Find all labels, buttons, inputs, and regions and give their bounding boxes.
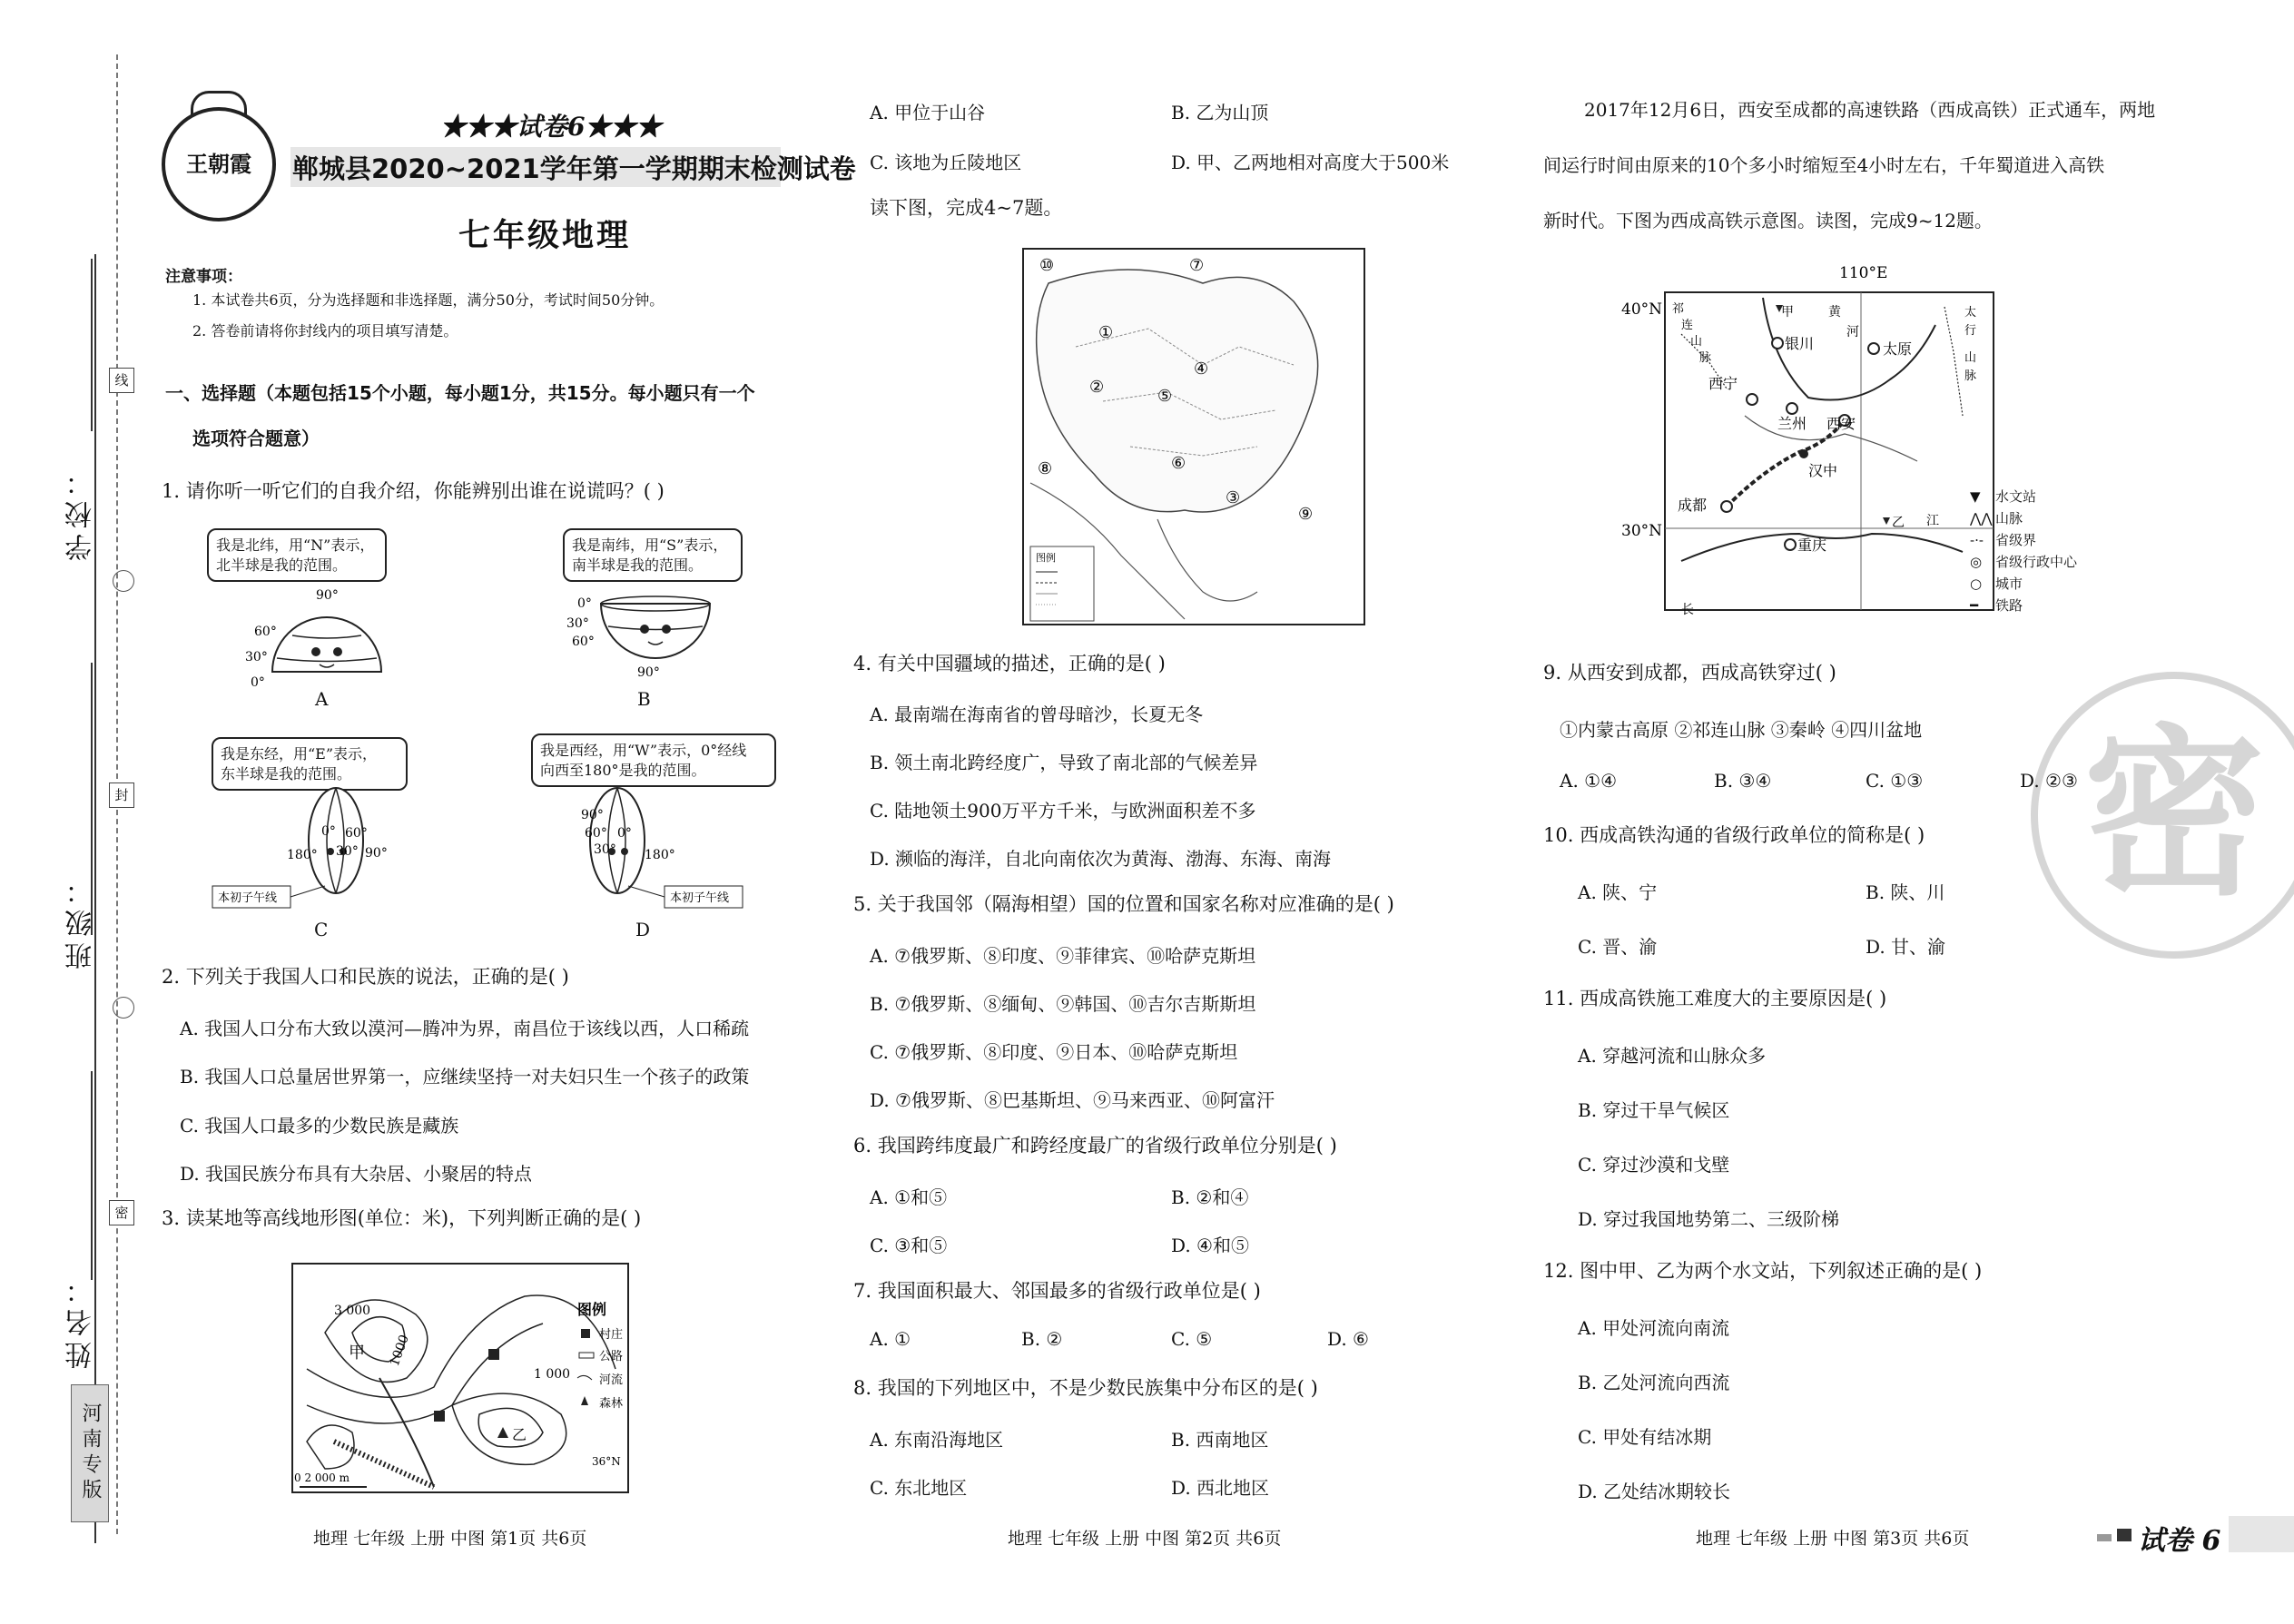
svg-text:180°: 180° xyxy=(287,848,318,862)
svg-text:36°N: 36°N xyxy=(592,1455,621,1468)
option-label-c: C xyxy=(314,919,329,940)
page-footer: 地理 七年级 上册 中图 第1页 共6页 xyxy=(313,1529,587,1549)
svg-text:⑥: ⑥ xyxy=(1171,454,1186,473)
svg-text:⑨: ⑨ xyxy=(1298,505,1314,524)
svg-text:60°: 60° xyxy=(572,635,595,649)
option[interactable]: B. 领土南北跨经度广，导致了南北部的气候差异 xyxy=(870,752,1258,773)
option-label-a: A xyxy=(315,688,329,710)
speech-bubble-c: 我是东经，用“E”表示， 东半球是我的范围。 xyxy=(212,737,408,791)
option[interactable]: B. 穿过干旱气候区 xyxy=(1578,1099,1730,1121)
option[interactable]: D. ⑦俄罗斯、⑧巴基斯坦、⑨马来西亚、⑩阿富汗 xyxy=(870,1089,1275,1111)
svg-text:乙: 乙 xyxy=(512,1426,527,1443)
subject-title: 七年级地理 xyxy=(458,218,632,254)
option[interactable]: D. 甘、渝 xyxy=(1866,936,1946,958)
option[interactable]: C. 该地为丘陵地区 xyxy=(870,152,1022,173)
svg-text:山: 山 xyxy=(1964,351,1977,365)
seal-char-mi: 密 xyxy=(109,1200,134,1225)
contour-map-figure xyxy=(289,1260,634,1498)
globe-south-figure xyxy=(556,586,737,694)
svg-text:⑤: ⑤ xyxy=(1157,387,1173,406)
legend-railway: 铁路 xyxy=(1995,597,2023,614)
question-3-stem: 3. 读某地等高线地形图(单位：米)，下列判断正确的是( ) xyxy=(162,1207,642,1229)
svg-text:30°: 30° xyxy=(245,650,268,664)
svg-text:0°: 0° xyxy=(321,824,336,839)
page-footer: 地理 七年级 上册 中图 第2页 共6页 xyxy=(1008,1529,1282,1549)
svg-text:60°: 60° xyxy=(585,826,607,841)
svg-text:30°: 30° xyxy=(336,844,359,859)
globe-east-figure xyxy=(209,786,418,922)
svg-text:60°: 60° xyxy=(345,826,368,841)
page-footer: 地理 七年级 上册 中图 第3页 共6页 xyxy=(1696,1529,1970,1549)
option[interactable]: C. 东北地区 xyxy=(870,1477,968,1499)
svg-text:图例: 图例 xyxy=(1036,552,1056,564)
section-heading: 一、选择题（本题包括15个小题，每小题1分，共15分。每小题只有一个 xyxy=(165,382,755,404)
option[interactable]: C. 穿过沙漠和戈壁 xyxy=(1578,1154,1730,1176)
svg-text:银川: 银川 xyxy=(1785,335,1815,352)
legend-capital: 省级行政中心 xyxy=(1995,554,2078,570)
option[interactable]: B. ② xyxy=(1021,1328,1063,1350)
option[interactable]: B. ⑦俄罗斯、⑧缅甸、⑨韩国、⑩吉尔吉斯斯坦 xyxy=(870,993,1256,1015)
svg-text:本初子午线: 本初子午线 xyxy=(670,891,730,905)
svg-text:脉: 脉 xyxy=(1964,369,1977,383)
region-edition-box: 河南专版 xyxy=(71,1384,109,1522)
option[interactable]: D. 濒临的海洋，自北向南依次为黄海、渤海、东海、南海 xyxy=(870,848,1332,870)
option[interactable]: A. 甲处河流向南流 xyxy=(1578,1317,1730,1339)
option[interactable]: C. 陆地领土900万平方千米，与欧洲面积差不多 xyxy=(870,800,1256,822)
question-8-stem: 8. 我国的下列地区中，不是少数民族集中分布区的是( ) xyxy=(853,1377,1318,1399)
svg-text:太: 太 xyxy=(1964,306,1977,320)
svg-text:60°: 60° xyxy=(254,625,277,639)
option-label-d: D xyxy=(635,919,651,940)
svg-text:④: ④ xyxy=(1194,359,1209,379)
exam-title: 郸城县2020~2021学年第一学期期末检测试卷 xyxy=(292,153,856,184)
china-map-figure xyxy=(1021,247,1366,626)
svg-text:90°: 90° xyxy=(637,665,660,680)
option[interactable]: D. 甲、乙两地相对高度大于500米 xyxy=(1171,152,1450,173)
globe-north-figure xyxy=(236,581,418,699)
seal-circle-icon xyxy=(113,997,134,1019)
option[interactable]: D. ②③ xyxy=(2020,770,2078,792)
option[interactable]: D. ④和⑤ xyxy=(1171,1235,1249,1256)
option[interactable]: B. 乙处河流向西流 xyxy=(1578,1372,1730,1393)
notice-item: 1. 本试卷共6页，分为选择题和非选择题，满分50分，考试时间50分钟。 xyxy=(192,291,665,309)
question-9-stem: 9. 从西安到成都，西成高铁穿过( ) xyxy=(1543,662,1836,684)
option[interactable]: D. ⑥ xyxy=(1327,1328,1369,1350)
option[interactable]: B. 陕、川 xyxy=(1866,881,1945,903)
legend-mountain: 山脉 xyxy=(1995,510,2023,527)
svg-text:重庆: 重庆 xyxy=(1797,536,1827,554)
option[interactable]: C. ③和⑤ xyxy=(870,1235,948,1256)
option[interactable]: C. ⑦俄罗斯、⑧印度、⑨日本、⑩哈萨克斯坦 xyxy=(870,1041,1238,1063)
svg-text:兰州: 兰州 xyxy=(1777,415,1807,432)
svg-text:连: 连 xyxy=(1681,319,1694,332)
question-6-stem: 6. 我国跨纬度最广和跨经度最广的省级行政单位分别是( ) xyxy=(853,1135,1337,1156)
question-5-stem: 5. 关于我国邻（隔海相望）国的位置和国家名称对应准确的是( ) xyxy=(853,893,1394,915)
option-label-b: B xyxy=(637,688,651,710)
option[interactable]: B. 乙为山顶 xyxy=(1171,102,1269,123)
svg-text:村庄: 村庄 xyxy=(599,1328,624,1342)
question-1-stem: 1. 请你听一听它们的自我介绍，你能辨别出谁在说谎吗？( ) xyxy=(162,480,665,502)
svg-text:0°: 0° xyxy=(577,596,592,611)
svg-text:180°: 180° xyxy=(645,848,675,862)
option[interactable]: D. 穿过我国地势第二、三级阶梯 xyxy=(1578,1208,1840,1230)
speech-bubble-a: 我是北纬，用“N”表示， 北半球是我的范围。 xyxy=(207,528,387,582)
option[interactable]: A. 东南沿海地区 xyxy=(870,1429,1004,1451)
svg-text:山: 山 xyxy=(1690,335,1703,349)
seal-char-xian: 线 xyxy=(109,368,134,393)
option[interactable]: A. 甲位于山谷 xyxy=(870,102,986,123)
question-9-items: ①内蒙古高原 ②祁连山脉 ③秦岭 ④四川盆地 xyxy=(1560,719,1923,741)
question-12-stem: 12. 图中甲、乙为两个水文站，下列叙述正确的是( ) xyxy=(1543,1260,1983,1282)
seal-circle-icon xyxy=(113,570,134,592)
svg-text:图例: 图例 xyxy=(577,1301,607,1318)
question-11-stem: 11. 西成高铁施工难度大的主要原因是( ) xyxy=(1543,988,1887,1009)
option[interactable]: D. 乙处结冰期较长 xyxy=(1578,1481,1731,1502)
paper-corner-label: 试卷 6 xyxy=(2138,1525,2221,1557)
paper-number: ★★★试卷6★★★ xyxy=(440,112,662,142)
option[interactable]: D. 西北地区 xyxy=(1171,1477,1270,1499)
svg-text:河: 河 xyxy=(1846,325,1859,340)
option[interactable]: A. 陕、宁 xyxy=(1578,881,1658,903)
legend-hydro-station: 水文站 xyxy=(1995,488,2037,505)
option[interactable]: A. 最南端在海南省的曾母暗沙，长夏无冬 xyxy=(870,704,1204,725)
speech-bubble-d: 我是西经，用“W”表示，0°经线 向西至180°是我的范围。 xyxy=(531,733,776,787)
svg-text:90°: 90° xyxy=(365,846,388,861)
svg-text:西宁: 西宁 xyxy=(1708,375,1738,392)
section-heading-cont: 选项符合题意） xyxy=(192,428,320,449)
option[interactable]: B. 我国人口总量居世界第一，应继续坚持一对夫妇只生一个孩子的政策 xyxy=(180,1066,750,1088)
option[interactable]: A. 穿越河流和山脉众多 xyxy=(1578,1045,1767,1067)
option[interactable]: B. ②和④ xyxy=(1171,1186,1249,1208)
svg-text:黄: 黄 xyxy=(1828,305,1841,320)
svg-text:本初子午线: 本初子午线 xyxy=(218,891,278,905)
svg-text:公路: 公路 xyxy=(599,1350,624,1363)
option[interactable]: D. 我国民族分布具有大杂居、小聚居的特点 xyxy=(180,1163,533,1185)
read-map-instruction: 读下图，完成4~7题。 xyxy=(870,197,1063,219)
passage-line: 2017年12月6日，西安至成都的高速铁路（西成高铁）正式通车，两地 xyxy=(1584,99,2156,121)
svg-text:90°: 90° xyxy=(581,808,604,822)
legend-city: 城市 xyxy=(1995,576,2023,592)
svg-text:30°: 30° xyxy=(594,842,616,857)
name-label: 姓名： xyxy=(65,1271,97,1369)
option[interactable]: C. ⑤ xyxy=(1171,1328,1213,1350)
svg-text:⑩: ⑩ xyxy=(1039,256,1055,275)
svg-text:乙: 乙 xyxy=(1892,516,1905,530)
svg-text:30°: 30° xyxy=(566,616,589,631)
svg-text:甲: 甲 xyxy=(349,1343,365,1363)
svg-text:0°: 0° xyxy=(251,675,265,690)
svg-text:森林: 森林 xyxy=(599,1397,624,1411)
seal-stamp-watermark: 密 xyxy=(2031,672,2294,959)
svg-text:③: ③ xyxy=(1226,488,1241,507)
svg-text:脉: 脉 xyxy=(1699,351,1712,365)
svg-text:⑦: ⑦ xyxy=(1189,256,1205,275)
svg-text:②: ② xyxy=(1089,378,1105,397)
rail-map-legend: ▼ 水文站 ⋀⋀ 山脉 -·- 省级界 ◎ 省级行政中心 ○ 城市 ━ 铁路 xyxy=(1970,488,2078,614)
legend-province-border: 省级界 xyxy=(1995,532,2037,548)
passage-line: 间运行时间由原来的10个多小时缩短至4小时左右，千年蜀道进入高铁 xyxy=(1543,154,2105,176)
option[interactable]: C. 甲处有结冰期 xyxy=(1578,1426,1712,1448)
svg-text:3 000: 3 000 xyxy=(334,1304,371,1318)
option[interactable]: A. ①④ xyxy=(1560,770,1618,792)
svg-text:⑧: ⑧ xyxy=(1038,459,1053,478)
option[interactable]: B. 西南地区 xyxy=(1171,1429,1269,1451)
notice-title: 注意事项： xyxy=(165,268,242,286)
school-label: 学校： xyxy=(65,463,97,561)
svg-text:祁: 祁 xyxy=(1672,302,1685,316)
svg-text:甲: 甲 xyxy=(1781,305,1794,320)
svg-text:1000: 1000 xyxy=(387,1333,412,1369)
publisher-logo: 王朝霞 xyxy=(162,107,276,221)
option[interactable]: A. ①和⑤ xyxy=(870,1186,948,1208)
rail-map-figure xyxy=(1618,261,1999,625)
svg-text:成都: 成都 xyxy=(1678,497,1708,514)
notice-item: 2. 答卷前请将你封线内的项目填写清楚。 xyxy=(192,322,458,340)
svg-text:110°E: 110°E xyxy=(1839,264,1888,282)
question-4-stem: 4. 有关中国疆域的描述，正确的是( ) xyxy=(853,653,1166,674)
svg-text:行: 行 xyxy=(1964,324,1977,338)
option[interactable]: C. 我国人口最多的少数民族是藏族 xyxy=(180,1115,459,1137)
passage-line: 新时代。下图为西成高铁示意图。读图，完成9~12题。 xyxy=(1543,210,1993,231)
svg-text:长: 长 xyxy=(1681,603,1694,617)
svg-text:太原: 太原 xyxy=(1883,340,1913,358)
class-label: 班级： xyxy=(65,871,97,969)
svg-text:西安: 西安 xyxy=(1826,415,1856,432)
globe-west-figure xyxy=(545,786,753,922)
svg-text:40°N: 40°N xyxy=(1621,300,1663,319)
option[interactable]: A. 我国人口分布大致以漠河—腾冲为界，南昌位于该线以西，人口稀疏 xyxy=(180,1018,750,1039)
option[interactable]: A. ⑦俄罗斯、⑧印度、⑨菲律宾、⑩哈萨克斯坦 xyxy=(870,945,1256,967)
speech-bubble-b: 我是南纬，用“S”表示， 南半球是我的范围。 xyxy=(563,528,743,582)
crown-icon xyxy=(191,91,247,115)
svg-text:河流: 河流 xyxy=(599,1373,624,1387)
question-10-stem: 10. 西成高铁沟通的省级行政单位的简称是( ) xyxy=(1543,824,1925,846)
seal-char-feng: 封 xyxy=(109,782,134,808)
option[interactable]: B. ③④ xyxy=(1714,770,1772,792)
svg-text:0 2 000 m: 0 2 000 m xyxy=(294,1471,350,1484)
question-2-stem: 2. 下列关于我国人口和民族的说法，正确的是( ) xyxy=(162,966,569,988)
svg-text:江: 江 xyxy=(1926,514,1939,528)
svg-text:30°N: 30°N xyxy=(1621,522,1663,540)
svg-text:1 000: 1 000 xyxy=(534,1367,571,1382)
svg-text:0°: 0° xyxy=(617,826,632,841)
svg-text:90°: 90° xyxy=(316,588,339,603)
option[interactable]: C. 晋、渝 xyxy=(1578,936,1658,958)
option[interactable]: C. ①③ xyxy=(1866,770,1924,792)
option[interactable]: A. ① xyxy=(870,1328,911,1350)
svg-text:①: ① xyxy=(1098,323,1114,342)
question-7-stem: 7. 我国面积最大、邻国最多的省级行政单位是( ) xyxy=(853,1280,1261,1302)
svg-text:汉中: 汉中 xyxy=(1808,462,1838,479)
